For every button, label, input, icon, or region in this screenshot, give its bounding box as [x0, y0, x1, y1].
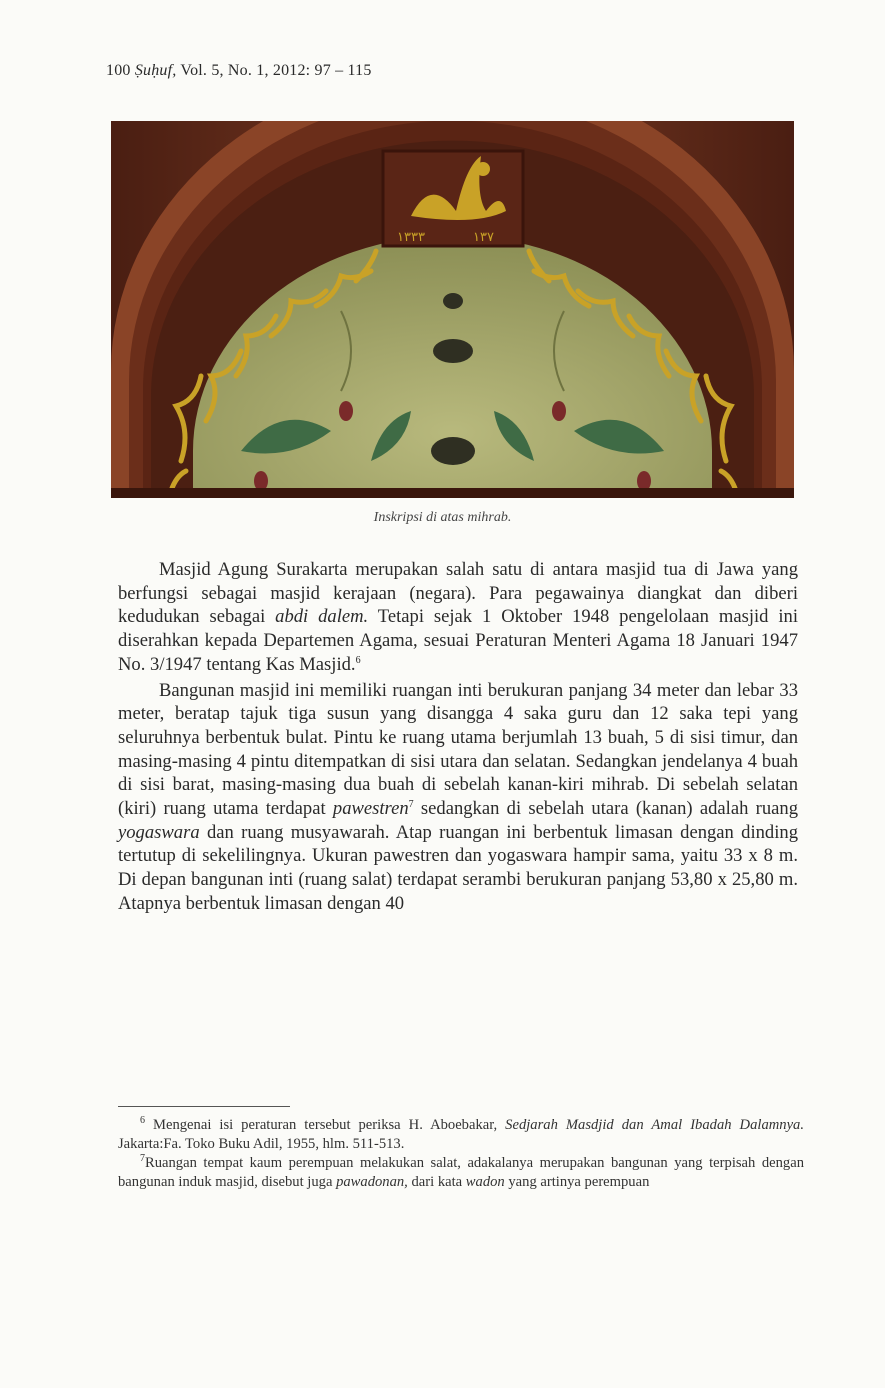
footnote-6-title: Sedjarah Masdjid dan Amal Ibadah Dalamnya.	[505, 1117, 805, 1133]
paragraph-1: Masjid Agung Surakarta merupakan salah satu di antara masjid tua di Jawa yang berfungsi sebagai masjid kerajaan (negara). Para pegawainya diangkat dan diberi kedudukan sebagai abdi dalem. Tetapi sejak 1 Oktober 1948 pengelolaan masjid ini diserahkan kepada Departemen Agama, sesuai Peraturan Menteri Agama 18 Januari 1947 No. 3/1947 tentang Kas Masjid.$^6$	[118, 559, 798, 675]
footnote-6: $^6$ Mengenai isi peraturan tersebut periksa H. Aboebakar, Sedjarah Masdjid dan Amal Ibadah Dalamnya. Jakarta:Fa. Toko Buku Adil, 1955, hlm. 511-513.	[118, 1115, 805, 1152]
footnotes	[118, 1116, 804, 1192]
footnote-7-mark: 7	[140, 1153, 145, 1165]
footnote-6-mark: 6	[140, 1115, 145, 1127]
term-pawestren: pawestren	[332, 798, 409, 820]
page-number: 100	[106, 62, 131, 79]
year-right: ١٣٧	[473, 229, 494, 244]
footnote-ref-6[interactable]: 6	[355, 654, 361, 666]
term-pawadonan: pawadonan,	[336, 1174, 408, 1190]
figure-caption: Inskripsi di atas mihrab.	[373, 510, 512, 525]
crown-ornament	[476, 162, 490, 176]
year-left: ١٣٣٣	[397, 229, 425, 244]
term-yogaswara: yogaswara	[118, 821, 200, 843]
paragraph-2: Bangunan masjid ini memiliki ruangan inti berukuran panjang 34 meter dan lebar 33 meter, beratap tajuk tiga susun yang disangga 4 saka guru dan 12 saka tepi yang seluruhnya berbentuk bulat. Pintu ke ruang utama berjumlah 13 buah, 5 di sisi timur, dan masing-masing 4 pintu ditempatkan di sisi utara dan selatan. Sedangkan jendelanya 4 buah di sisi barat, masing-masing dua buah di sebelah kanan-kiri mihrab. Di sebelah selatan (kiri) ruang utama terdapat pawestren$^7$ sedangkan di sebelah utara (kanan) adalah ruang yogaswara dan ruang musyawarah. Atap ruangan ini berbentuk limasan dengan dinding tertutup di sekelilingnya. Ukuran pawestren dan yogaswara hampir sama, yaitu 33 x 8 m. Di depan bangunan inti (ruang salat) terdapat serambi berukuran panjang 53,80 x 25,80 m. Atapnya berbentuk limasan dengan 40	[118, 679, 798, 914]
bottom-frame	[111, 488, 794, 498]
footnote-ref-7[interactable]: 7	[408, 798, 414, 810]
body-text	[118, 558, 798, 916]
footnote-divider	[118, 1106, 290, 1107]
term-wadon: wadon	[465, 1174, 505, 1190]
running-header	[106, 62, 372, 80]
journal-volume: Vol. 5, No. 1, 2012: 97 – 115	[180, 62, 372, 79]
term-abdi-dalem: abdi dalem.	[275, 606, 369, 628]
journal-name: Ṣuḥuf,	[134, 62, 177, 79]
footnote-7: $^7$Ruangan tempat kaum perempuan melakukan salat, adakalanya merupakan bangunan yang terpisah dengan bangunan induk masjid, disebut juga pawadonan, dari kata wadon yang artinya perempuan	[118, 1153, 804, 1190]
mihrab-inscription-photo	[111, 121, 794, 498]
mihrab-illustration	[111, 121, 794, 498]
